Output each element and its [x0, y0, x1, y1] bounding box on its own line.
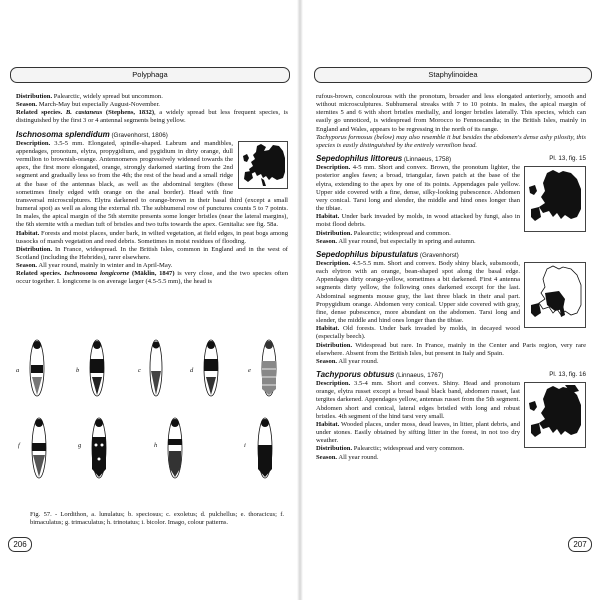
- distribution-label: Distribution.: [16, 245, 53, 253]
- species-author: (Linnaeus, 1758): [403, 156, 452, 164]
- beetle-g-icon: [88, 415, 110, 481]
- habitat-label: Habitat.: [316, 213, 340, 221]
- description-label: Description.: [316, 259, 351, 267]
- species-heading: [316, 251, 586, 260]
- related-text: , a widely spread but less frequent species, is distinguished by the first 3 or 4 antennal segments being yellow.: [16, 109, 288, 125]
- related-species-name: Ischnosoma longicorne: [61, 270, 130, 278]
- figure-letter: g: [78, 442, 82, 449]
- description-label: Description.: [316, 380, 351, 388]
- distribution-map: [524, 166, 586, 232]
- season-label: Season.: [16, 101, 38, 109]
- species-heading: [316, 371, 586, 380]
- figure-letter: a: [16, 367, 20, 374]
- habitat-text: Old forests. Under bark invaded by molds, in decayed wood (especially beech).: [316, 325, 520, 341]
- related-label: Related species.: [16, 270, 62, 278]
- habitat-label: Habitat.: [316, 325, 340, 333]
- figure-letter: h: [154, 442, 158, 449]
- related-text: is very close, and the two species often occur together. I. longicorne is on average larger (4.5-5.5 mm), the head is: [16, 270, 288, 286]
- distribution-map: [524, 262, 586, 328]
- season-label: Season.: [16, 262, 38, 270]
- right-intro-note: Tachyporus formosus (below) may also resemble it but besides the abdomen's dense ashy pilosity, this species is easily distinguished by the entirely vermilion head.: [316, 133, 586, 149]
- distribution-label: Distribution.: [316, 341, 353, 349]
- figure-letter: e: [248, 367, 251, 374]
- season-text: All year round, mainly in winter and in April-May.: [37, 262, 173, 270]
- species-heading: [16, 131, 288, 140]
- europe-map-icon: [525, 167, 585, 231]
- habitat-label: Habitat.: [16, 229, 40, 237]
- figure-letter: d: [190, 367, 194, 374]
- habitat-text: Wooded places, under moss, dead leaves, in litter, plant debris, and under stones. Easily obtained by sifting litter in the forest, in not too dry weather.: [316, 420, 520, 445]
- species-heading: [316, 155, 586, 164]
- left-page-number: 206: [8, 537, 32, 552]
- distribution-text: In France, widespread. In the British Isles, common in England and in the west of Scotland (including the Hebrides), rarer elsewhere.: [16, 245, 288, 261]
- beetle-c-icon: [146, 337, 166, 399]
- beetle-b-icon: [86, 337, 108, 399]
- habitat-text: Forests and moist places, under bark, in wilted vegetation, at field edges, in peat bogs among tussocks of marsh vegetation and reed debris. Sometimes in moist residues of flooding.: [16, 229, 288, 245]
- description-label: Description.: [16, 139, 51, 147]
- species-author: (Linnaeus, 1767): [396, 372, 444, 379]
- season-text: March-May but especially August-November.: [37, 101, 160, 109]
- season-label: Season.: [316, 453, 338, 461]
- plate-reference: Pl. 13, fig. 16: [549, 371, 586, 378]
- description-label: Description.: [316, 164, 351, 172]
- description-text: 4.5-5.5 mm. Short and convex. Body shiny black, subsmooth, each elytron with an orange, bean-shaped spot along the basal edge. Appendages dirty orange-yellow, sometimes a bit darkened. First 4 antenna segments dirty yellow, the following ones darkened except for the last. Abdominal segments mouse gray, the last three black in their anal part. Propygidium orange. Abdomen very conical. Upper side covered with gray, fine, dense pubescence, more abundant on the abdomen. Tarsi long and slender, the middle and hind ones longer than the tibiae.: [316, 259, 520, 325]
- figure-letter: c: [138, 367, 141, 374]
- beetle-i-icon: [254, 415, 276, 481]
- figure-letter: b: [76, 367, 80, 374]
- season-text: All year round.: [337, 453, 379, 461]
- intro-paragraph: [16, 93, 288, 126]
- species-author: (Gravenhorst, 1806): [111, 131, 168, 139]
- distribution-text: Palearctic; widespread and very common.: [352, 445, 465, 453]
- season-label: Season.: [316, 357, 338, 365]
- distribution-text: Palearctic, widely spread but uncommon.: [52, 93, 163, 100]
- distribution-map: [524, 382, 586, 448]
- europe-map-icon: [525, 383, 585, 447]
- habitat-text: Under bark invaded by molds, in wood attacked by fungi, also in moist flood debris.: [316, 213, 520, 229]
- description-text: 3.5-5 mm. Elongated, spindle-shaped. Labrum and mandibles, appendages, pronotum, elytra, propygidium, and pygidium in dirty orange, dull vermilion to brownish-orange. Antennomeres progressively widened towards the apex, the first more elongated, orange, strongly darkened starting from the 2nd segment and gradually less so from the 4th; the rest of the head and a small ridge at the base of the antennas black, as well as the abdominal tergites (these sometimes finely edged with orange on the anal border). Head with fine transversal microsculptures. Elytra darkened to orange-brown in their basal third (except a small humeral spot) as well as along the external rib. The subhumeral row of punctures counts 5 to 7 points. In males, the apical margin of the 5th sternite presents some longer bristles (near the lateral margins), the 6th sternite with a median tuft of bristles and two tufts towards the apex. Genitalia: see fig. 58a.: [16, 139, 288, 229]
- species-name: Sepedophilus bipustulatus: [316, 249, 419, 259]
- right-page-number: 207: [568, 537, 592, 552]
- beetle-figure-plate: [14, 337, 286, 487]
- related-species-name: B. castaneus: [62, 109, 103, 117]
- beetle-f-icon: [28, 415, 50, 481]
- distribution-text: Palearctic; widespread and common.: [352, 229, 451, 237]
- distribution-label: Distribution.: [16, 93, 53, 100]
- related-species-author: (Stephens, 1832): [102, 109, 155, 117]
- species-name: Ischnosoma splendidum: [16, 129, 110, 139]
- species-author: (Gravenhorst): [419, 251, 459, 259]
- europe-map-icon: [525, 263, 585, 327]
- beetle-d-icon: [200, 337, 222, 399]
- right-intro-paragraph: rufous-brown, concolourous with the pronotum, broader and less elongated anteriorly, smooth and without microsculptures. Subhumeral streaks with 7 to 10 points. In males, the apical margin of sternites 5 and 6 with short bristles medially, and longer bristles laterally. This species, which can easily go unnoticed, is widespread from Morocco to Fennoscandia; in the British Isles, mainly in England and Wales, appears to be regressing in the north of its range.: [316, 93, 586, 133]
- description-text: 3.5-4 mm. Short and convex. Shiny. Head and pronotum orange, elytra russet except a broad basal black band, abdomen russet, last tergites darkened. Appendages yellow, antennas russet from the 5th segment. Abdomen short and conical, lateral edges bristled with long and robust bristles. 4th segment of the hind tarsi very small.: [316, 380, 520, 420]
- distribution-label: Distribution.: [316, 229, 353, 237]
- habitat-label: Habitat.: [316, 420, 340, 428]
- species-name: Tachyporus obtusus: [316, 370, 395, 379]
- plate-reference: Pl. 13, fig. 15: [549, 155, 586, 163]
- distribution-label: Distribution.: [316, 445, 353, 453]
- distribution-map: [238, 141, 288, 189]
- right-text-column: [316, 93, 586, 462]
- beetle-h-icon: [164, 415, 186, 481]
- description-text: 4-5 mm. Short and convex. Brown, the pronotum lighter, the posterior angles fawn; a broad, triangular, fawn patch at the base of the elytra, extending to the apex by one of its points. Appendages pale yellow. Upper side covered with a fine, dense, silky-looking pubescence. Abdomen very conical. Tarsi long and slender, the middle and hind ones longer than the tibiae.: [316, 164, 520, 213]
- season-text: All year round.: [337, 357, 379, 365]
- related-label: Related species.: [16, 109, 63, 117]
- distribution-text: Widespread but rare. In France, mainly in the Center and Paris region, very rare elsewhere. Absent from the British Isles, but present in Italy and Spain.: [316, 341, 586, 357]
- season-label: Season.: [316, 237, 338, 245]
- beetle-e-icon: [258, 337, 280, 399]
- right-page-header: Staphylinoidea: [314, 67, 592, 83]
- species-name: Sepedophilus littoreus: [316, 154, 403, 164]
- figure-caption: Fig. 57. - Lordithon, a. lunulatus; b. speciosus; c. exoletus; d. pulchellus; e. thoracicus; f. bimaculatus; g. trimaculatus; h. trinotatus; i. bicolor. Imago, colour patterns.: [30, 511, 284, 526]
- europe-map-icon: [239, 142, 287, 188]
- figure-letter: i: [244, 442, 246, 449]
- left-text-column: [16, 93, 288, 287]
- figure-letter: f: [18, 442, 20, 449]
- left-page-header: Polyphaga: [10, 67, 290, 83]
- beetle-a-icon: [26, 337, 48, 399]
- season-text: All year round, but especially in spring and autumn.: [337, 237, 476, 245]
- related-species-author: (Mäklin, 1847): [129, 270, 175, 278]
